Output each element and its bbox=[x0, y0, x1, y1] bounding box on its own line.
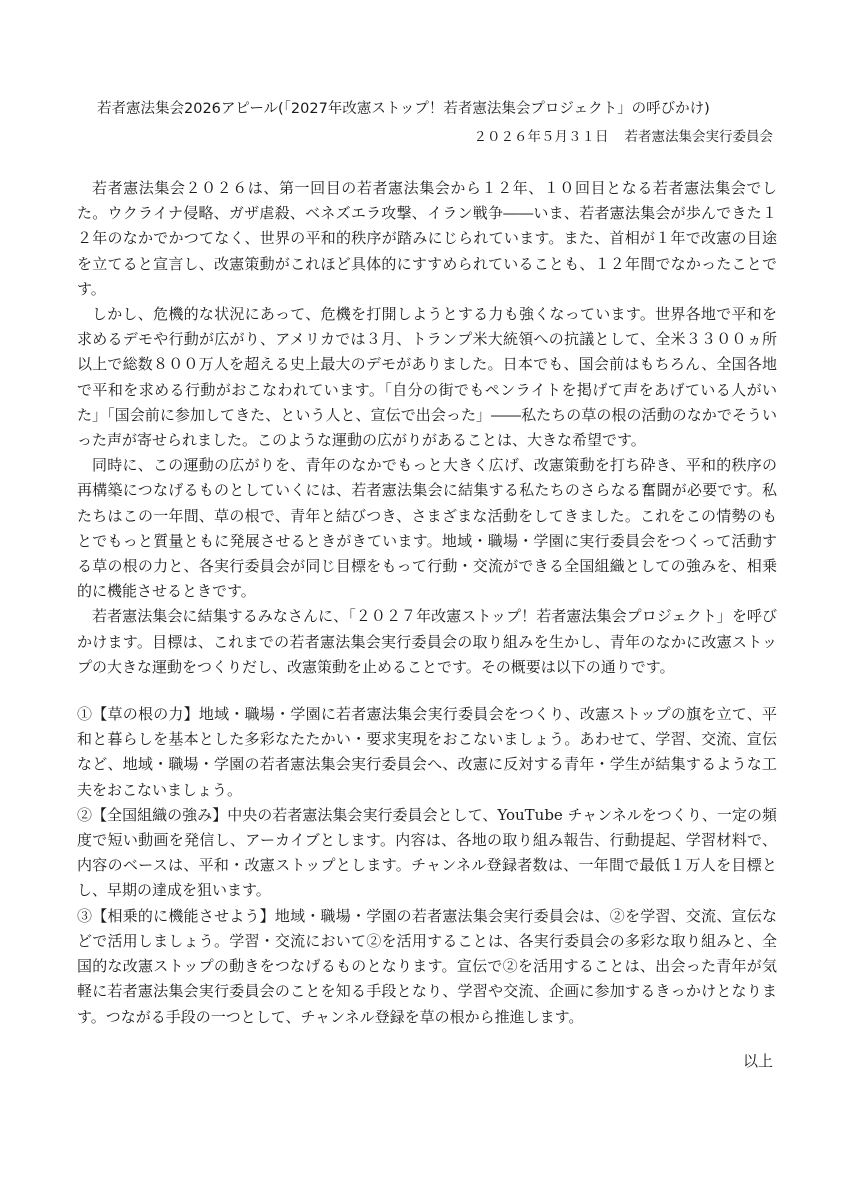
document-title: 若者憲法集会2026アピール(「2027年改憲ストップ！若者憲法集会プロジェクト」の呼びかけ) bbox=[97, 101, 710, 117]
list-item: ③【相乗的に機能させよう】地域・職場・学園の若者憲法集会実行委員会は、②を学習、交流、宣伝などで活用しましょう。学習・交流において②を活用することは、各実行委員会の多彩な取り組みと、全国的な改憲ストップの動きをつなげるものとなります。宣伝で②を活用することは、出会った青年が気軽に若者憲法集会実行委員会のことを知る手段となり、学習や交流、企画に参加するきっかけとなります。つながる手段の一つとして、チャンネル登録を草の根から推進します。 bbox=[77, 906, 777, 1026]
document-date: ２０２６年５月３１日 bbox=[473, 129, 609, 145]
list-item: ②【全国組織の強み】中央の若者憲法集会実行委員会として、YouTube チャンネルをつくり、一定の頻度で短い動画を発信し、アーカイブとします。内容は、各地の取り組み報告、行動提起、学習材料で、内容のベースは、平和・改憲ストップとします。チャンネル登録者数は、一年間で最低１万人を目標とし、早期の達成を狙います。 bbox=[77, 805, 777, 900]
paragraph: 若者憲法集会２０２６は、第一回目の若者憲法集会から１２年、１０回目となる若者憲法集会でした。ウクライナ侵略、ガザ虐殺、ベネズエラ攻撃、イラン戦争――いま、若者憲法集会が歩んできた１２年のなかでかつてなく、世界の平和的秩序が踏みにじられています。また、首相が１年で改憲の目途を立てると宣言し、改憲策動がこれほど具体的にすすめられていることも、１２年間でなかったことです。 bbox=[77, 179, 777, 298]
section-spacer bbox=[77, 680, 777, 702]
paragraph: 同時に、この運動の広がりを、青年のなかでもっと大きく広げ、改憲策動を打ち砕き、平和的秩序の再構築につなげるものとしていくには、若者憲法集会に結集する私たちのさらなる奮闘が必要です。私たちはこの一年間、草の根で、青年と結びつき、さまざまな活動をしてきました。これをこの情勢のもとでもっと質量ともに発展させるときがきています。地域・職場・学園に実行委員会をつくって活動する草の根の力と、各実行委員会が同じ目標をもって行動・交流ができる全国組織としての強みを、相乗的に機能させるときです。 bbox=[77, 456, 777, 601]
document-body bbox=[77, 176, 777, 1030]
list-item: ①【草の根の力】地域・職場・学園に若者憲法集会実行委員会をつくり、改憲ストップの旗を立て、平和と暮らしを基本とした多彩なたたかい・要求実現をおこないましょう。あわせて、学習、交流、宣伝など、地域・職場・学園の若者憲法集会実行委員会へ、改憲に反対する青年・学生が結集するような工夫をおこないましょう。 bbox=[77, 705, 777, 799]
issuing-organization: 若者憲法集会実行委員会 bbox=[624, 129, 773, 145]
paragraph: 若者憲法集会に結集するみなさんに、「２０２７年改憲ストップ！若者憲法集会プロジェクト」を呼びかけます。目標は、これまでの若者憲法集会実行委員会の取り組みを生かし、青年のなかに改憲ストップの大きな運動をつくりだし、改憲策動を止めることです。その概要は以下の通りです。 bbox=[77, 607, 777, 676]
closing-mark: 以上 bbox=[742, 1052, 773, 1070]
paragraph: しかし、危機的な状況にあって、危機を打開しようとする力も強くなっています。世界各地で平和を求めるデモや行動が広がり、アメリカでは３月、トランプ米大統領への抗議として、全米３３００ヵ所以上で総数８００万人を超える史上最大のデモがありました。日本でも、国会前はもちろん、全国各地で平和を求める行動がおこなわれています。「自分の街でもペンライトを掲げて声をあげている人がいた」「国会前に参加してきた、という人と、宣伝で出会った」――私たちの草の根の活動のなかでそういった声が寄せられました。このような運動の広がりがあることは、大きな希望です。 bbox=[77, 305, 777, 450]
dateline bbox=[474, 127, 774, 147]
